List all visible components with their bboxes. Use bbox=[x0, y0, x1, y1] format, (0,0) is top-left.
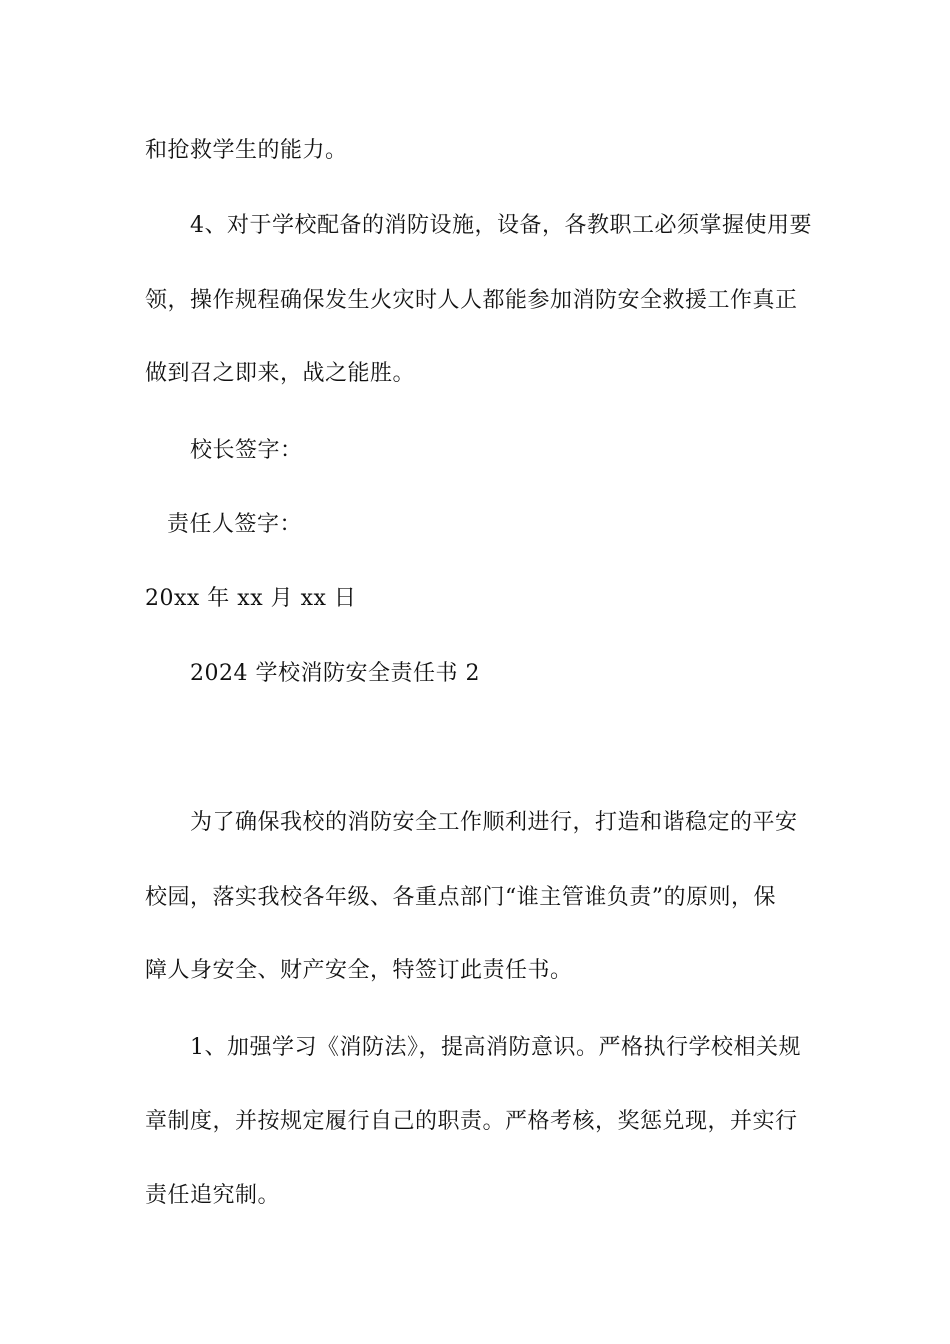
paragraph-line: 和抢救学生的能力。 bbox=[145, 138, 348, 163]
item1-line-3: 责任追究制。 bbox=[145, 1183, 281, 1208]
date-line: 20xx 年 xx 月 xx 日 bbox=[145, 586, 357, 611]
item4-line-3: 做到召之即来，战之能胜。 bbox=[145, 361, 416, 386]
section-title: 2024 学校消防安全责任书 2 bbox=[190, 661, 480, 686]
item1-line-2: 章制度，并按规定履行自己的职责。严格考核，奖惩兑现，并实行 bbox=[145, 1109, 798, 1134]
responsible-signature-label: 责任人签字： bbox=[167, 512, 303, 537]
item1-line-1: 1、加强学习《消防法》，提高消防意识。严格执行学校相关规 bbox=[190, 1035, 801, 1060]
intro-line-1: 为了确保我校的消防安全工作顺利进行，打造和谐稳定的平安 bbox=[190, 810, 798, 835]
intro-line-2: 校园，落实我校各年级、各重点部门“谁主管谁负责”的原则，保 bbox=[145, 885, 776, 910]
item4-line-1: 4、对于学校配备的消防设施，设备，各教职工必须掌握使用要 bbox=[190, 213, 812, 238]
intro-line-3: 障人身安全、财产安全，特签订此责任书。 bbox=[145, 958, 573, 983]
principal-signature-label: 校长签字： bbox=[190, 438, 303, 463]
item4-line-2: 领，操作规程确保发生火灾时人人都能参加消防安全救援工作真正 bbox=[145, 288, 798, 313]
